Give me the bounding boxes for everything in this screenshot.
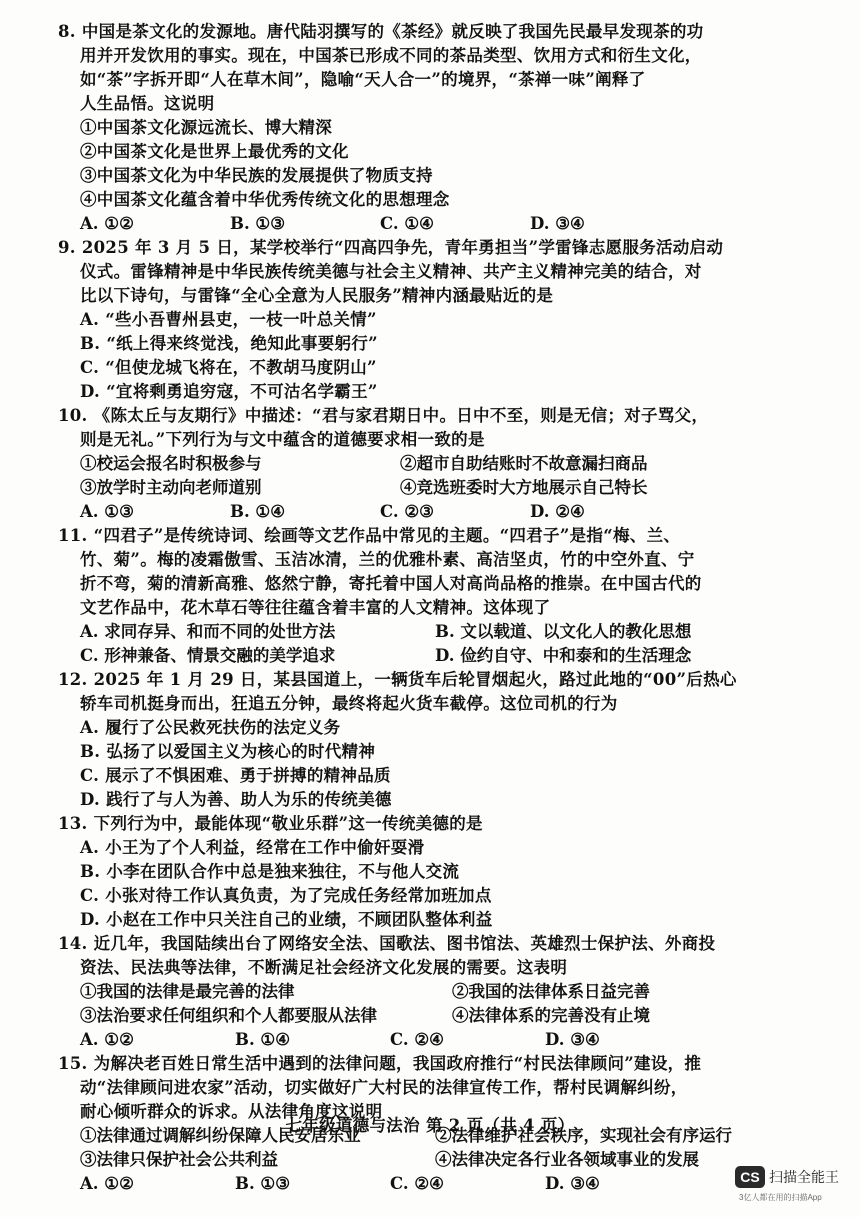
option-c: C. “但使龙城飞将在，不教胡马度阴山” (80, 358, 377, 377)
question-9-stem-line: 仪式。雷锋精神是中华民族传统美德与社会主义精神、共产主义精神完美的结合，对 (80, 262, 702, 281)
option-d: D. 俭约自守、中和泰和的生活理念 (435, 646, 692, 665)
option-c: C. 展示了不惧困难、勇于拼搏的精神品质 (80, 766, 391, 785)
question-14-options (58, 1028, 818, 1052)
question-15-statement: ②法律维护社会秩序，实现社会有序运行 (435, 1126, 732, 1145)
watermark-app-name: 扫描全能王 (769, 1169, 839, 1185)
question-15-stem-line: 耐心倾听群众的诉求。从法律角度这说明 (80, 1102, 383, 1121)
option-d: D. ③④ (530, 214, 585, 233)
question-10-statement: ④竞选班委时大方地展示自己特长 (400, 478, 648, 497)
question-8 (58, 20, 818, 236)
option-b: B. 小李在团队合作中总是独来独往，不与他人交流 (80, 862, 460, 881)
option-b: B. ①③ (230, 214, 286, 233)
question-15-statements (58, 1148, 818, 1172)
question-15-stem-line: 15. 为解决老百姓日常生活中遇到的法律问题，我国政府推行“村民法律顾问”建设，推 (58, 1054, 702, 1073)
option-b: B. ①④ (230, 502, 286, 521)
option-a: A. 求同存异、和而不同的处世方法 (80, 622, 336, 641)
question-8-stem-line: 8. 中国是茶文化的发源地。唐代陆羽撰写的《茶经》就反映了我国先民最早发现茶的功 (58, 22, 704, 41)
option-c: C. ①④ (380, 214, 434, 233)
option-b: B. “纸上得来终觉浅，绝知此事要躬行” (80, 334, 378, 353)
question-14-statement: ②我国的法律体系日益完善 (452, 982, 650, 1001)
camscanner-logo-icon: CS (735, 1166, 765, 1188)
option-d: D. 小赵在工作中只关注自己的业绩，不顾团队整体利益 (80, 910, 493, 929)
option-a: A. 小王为了个人利益，经常在工作中偷奸耍滑 (80, 838, 425, 857)
question-14-statements (58, 980, 818, 1004)
question-15-options (58, 1172, 818, 1196)
question-8-statement: ③中国茶文化为中华民族的发展提供了物质支持 (80, 166, 433, 185)
option-a: A. ①③ (80, 502, 134, 521)
question-11-stem-line: 11. “四君子”是传统诗词、绘画等文艺作品中常见的主题。“四君子”是指“梅、兰、 (58, 526, 681, 545)
question-13 (58, 812, 818, 932)
question-8-stem-line: 人生品悟。这说明 (80, 94, 215, 113)
question-10 (58, 404, 818, 524)
question-12 (58, 668, 818, 812)
option-a: A. ①② (80, 1174, 134, 1193)
option-c: C. ②④ (390, 1174, 444, 1193)
question-10-stem-line: 10. 《陈太丘与友期行》中描述：“君与家君期日中。日中不至，则是无信；对子骂父， (58, 406, 709, 425)
question-10-statements (58, 476, 818, 500)
question-11 (58, 524, 818, 668)
question-11-options (58, 644, 818, 668)
option-c: C. 形神兼备、情景交融的美学追求 (80, 646, 336, 665)
watermark-tagline: 3亿人都在用的扫描App (739, 1193, 822, 1202)
question-14-stem-line: 14. 近几年，我国陆续出台了网络安全法、国歌法、图书馆法、英雄烈士保护法、外商投 (58, 934, 716, 953)
question-15-statement: ④法律决定各行业各领域事业的发展 (435, 1150, 699, 1169)
question-14-stem-line: 资法、民法典等法律，不断满足社会经济文化发展的需要。这表明 (80, 958, 568, 977)
question-12-stem-line: 轿车司机挺身而出，狂追五分钟，最终将起火货车截停。这位司机的行为 (80, 694, 618, 713)
question-13-stem-line: 13. 下列行为中，最能体现“敬业乐群”这一传统美德的是 (58, 814, 483, 833)
option-b: B. 弘扬了以爱国主义为核心的时代精神 (80, 742, 376, 761)
option-b: B. ①③ (235, 1174, 291, 1193)
question-sheet (58, 20, 818, 1196)
question-11-stem-line: 文艺作品中，花木草石等往往蕴含着丰富的人文精神。这体现了 (80, 598, 551, 617)
option-c: C. 小张对待工作认真负责，为了完成任务经常加班加点 (80, 886, 492, 905)
question-14-statements (58, 1004, 818, 1028)
option-a: A. ①② (80, 1030, 134, 1049)
option-d: D. 践行了与人为善、助人为乐的传统美德 (80, 790, 392, 809)
question-11-options (58, 620, 818, 644)
question-8-statement: ①中国茶文化源远流长、博大精深 (80, 118, 332, 137)
option-d: D. ③④ (545, 1174, 600, 1193)
question-12-stem-line: 12. 2025 年 1 月 29 日，某县国道上，一辆货车后轮冒烟起火，路过此地的“00”后热心 (58, 670, 737, 689)
question-10-statement: ②超市自助结账时不故意漏扫商品 (400, 454, 648, 473)
option-a: A. “些小吾曹州县吏，一枝一叶总关情” (80, 310, 377, 329)
option-c: C. ②③ (380, 502, 434, 521)
question-10-statements (58, 452, 818, 476)
question-14-statement: ③法治要求任何组织和个人都要服从法律 (80, 1006, 377, 1025)
option-d: D. ③④ (545, 1030, 600, 1049)
page-footer: 七年级道德与法治 第 2 页（共 4 页） (285, 1116, 575, 1135)
question-10-stem-line: 则是无礼。”下列行为与文中蕴含的道德要求相一致的是 (80, 430, 485, 449)
option-a: A. 履行了公民救死扶伤的法定义务 (80, 718, 341, 737)
question-8-options (58, 212, 818, 236)
option-d: D. “宜将剩勇追穷寇，不可沽名学霸王” (80, 382, 378, 401)
question-14-statement: ④法律体系的完善没有止境 (452, 1006, 650, 1025)
option-c: C. ②④ (390, 1030, 444, 1049)
question-9-stem-line: 9. 2025 年 3 月 5 日，某学校举行“四高四争先，青年勇担当”学雷锋志愿服务活动启动 (58, 238, 724, 257)
question-8-statement: ④中国茶文化蕴含着中华优秀传统文化的思想理念 (80, 190, 450, 209)
question-10-statement: ③放学时主动向老师道别 (80, 478, 262, 497)
scanner-watermark (735, 1160, 845, 1210)
question-10-statement: ①校运会报名时积极参与 (80, 454, 262, 473)
question-15-stem-line: 动“法律顾问进农家”活动，切实做好广大村民的法律宣传工作，帮村民调解纠纷， (80, 1078, 688, 1097)
option-d: D. ②④ (530, 502, 585, 521)
question-8-stem-line: 如“茶”字拆开即“人在草木间”，隐喻“天人合一”的境界，“茶禅一味”阐释了 (80, 70, 646, 89)
question-11-stem-line: 竹、菊”。梅的凌霜傲雪、玉洁冰清，兰的优雅朴素、高洁坚贞，竹的中空外直、宁 (80, 550, 695, 569)
question-11-stem-line: 折不弯，菊的清新高雅、悠然宁静，寄托着中国人对高尚品格的推崇。在中国古代的 (80, 574, 702, 593)
option-b: B. 文以载道、以文化人的教化思想 (435, 622, 692, 641)
question-9 (58, 236, 818, 404)
question-8-statement: ②中国茶文化是世界上最优秀的文化 (80, 142, 349, 161)
question-14 (58, 932, 818, 1052)
option-a: A. ①② (80, 214, 134, 233)
question-14-statement: ①我国的法律是最完善的法律 (80, 982, 295, 1001)
question-9-stem-line: 比以下诗句，与雷锋“全心全意为人民服务”精神内涵最贴近的是 (80, 286, 554, 305)
question-10-options (58, 500, 818, 524)
option-b: B. ①④ (235, 1030, 291, 1049)
question-8-stem-line: 用并开发饮用的事实。现在，中国茶已形成不同的茶品类型、饮用方式和衍生文化， (80, 46, 702, 65)
question-15-statement: ③法律只保护社会公共利益 (80, 1150, 278, 1169)
question-15-statement: ①法律通过调解纠纷保障人民安居乐业 (80, 1126, 361, 1145)
